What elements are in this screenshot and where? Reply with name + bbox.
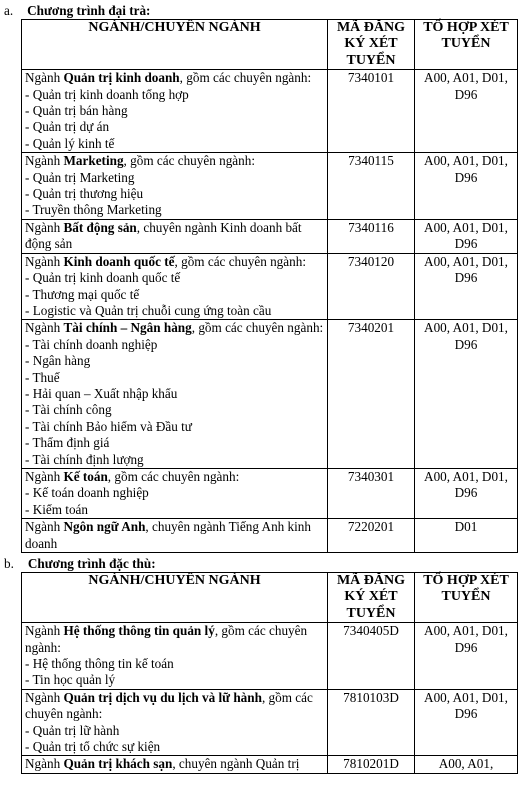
major-cell <box>22 623 328 690</box>
subject-combination: A00, A01, D01, D96 <box>415 623 518 690</box>
major-suffix: , chuyên ngành Tiếng Anh kinh doanh <box>25 519 311 551</box>
section-b-marker: b. <box>4 556 14 571</box>
section-b-title: Chương trình đặc thù: <box>27 556 156 571</box>
section-a-marker: a. <box>4 3 14 18</box>
admission-code: 7340120 <box>328 253 415 320</box>
major-name: Marketing <box>63 153 124 169</box>
major-suffix: , gồm các chuyên ngành: <box>191 320 324 336</box>
major-suffix: , gồm các chuyên ngành: <box>107 468 240 484</box>
section-a-heading <box>4 3 150 19</box>
major-name: Quản trị dịch vụ du lịch và lữ hành <box>63 689 262 705</box>
admission-code: 7340201 <box>328 320 415 469</box>
specialization-item: - Tin học quản lý <box>25 672 116 688</box>
major-cell <box>22 519 328 553</box>
admission-code: 7810201D <box>328 756 415 773</box>
specialization-item: - Quản lý kinh tế <box>25 135 115 151</box>
section-a-title: Chương trình đại trà: <box>27 3 151 18</box>
admission-code: 7810103D <box>328 689 415 756</box>
major-suffix: , gồm các chuyên ngành: <box>25 689 313 722</box>
specialization-item: - Tài chính công <box>25 402 112 418</box>
table-row <box>22 756 518 773</box>
table-row <box>22 519 518 553</box>
admission-code: 7340101 <box>328 70 415 153</box>
major-suffix: , gồm các chuyên ngành: <box>179 70 312 86</box>
major-prefix: Ngành <box>25 320 64 336</box>
specialization-item: - Kế toán doanh nghiệp <box>25 485 149 501</box>
subject-combination: A00, A01, D01, D96 <box>415 153 518 220</box>
major-prefix: Ngành <box>25 689 64 705</box>
major-cell <box>22 756 328 773</box>
table-row <box>22 320 518 469</box>
specialization-item: - Kiểm toán <box>25 501 88 517</box>
subject-combination: A00, A01, D01, D96 <box>415 70 518 153</box>
specialization-item: - Hệ thống thông tin kế toán <box>25 656 174 672</box>
major-name: Hệ thống thông tin quản lý <box>63 623 215 639</box>
major-cell <box>22 320 328 469</box>
major-name: Kinh doanh quốc tế <box>63 253 175 269</box>
header-major: NGÀNH/CHUYÊN NGÀNH <box>22 573 328 623</box>
major-prefix: Ngành <box>25 756 64 772</box>
specialization-item: - Tài chính doanh nghiệp <box>25 336 158 352</box>
major-name: Tài chính – Ngân hàng <box>63 320 192 336</box>
subject-combination: A00, A01, D01, D96 <box>415 689 518 756</box>
major-name: Bất động sản <box>63 219 137 235</box>
subject-combination: A00, A01, D01, D96 <box>415 253 518 320</box>
header-major: NGÀNH/CHUYÊN NGÀNH <box>22 20 328 70</box>
major-name: Ngôn ngữ Anh <box>63 519 146 535</box>
table-row <box>22 623 518 690</box>
major-suffix: , gồm các chuyên ngành: <box>174 253 306 269</box>
specialization-item: - Thuế <box>25 369 60 385</box>
admission-code: 7340116 <box>328 219 415 253</box>
major-suffix: , gồm các chuyên ngành: <box>123 153 256 169</box>
subject-combination: D01 <box>415 519 518 553</box>
major-prefix: Ngành <box>25 70 64 86</box>
specialization-item: - Thương mại quốc tế <box>25 286 140 302</box>
major-prefix: Ngành <box>25 153 64 169</box>
admission-code: 7340405D <box>328 623 415 690</box>
table-row <box>22 689 518 756</box>
major-prefix: Ngành <box>25 219 64 235</box>
table-row <box>22 468 518 518</box>
regular-program-table <box>21 19 518 553</box>
specialization-item: - Quản trị dự án <box>25 119 110 135</box>
header-combo: TỔ HỢP XÉT TUYỂN <box>415 573 518 623</box>
subject-combination: A00, A01, D01, D96 <box>415 219 518 253</box>
specialization-item: - Ngân hàng <box>25 353 91 369</box>
major-suffix: , chuyên ngành Kinh doanh bất động sản <box>25 219 302 252</box>
header-code: MÃ ĐĂNG KÝ XÉT TUYỂN <box>328 573 415 623</box>
major-prefix: Ngành <box>25 519 64 535</box>
major-cell <box>22 70 328 153</box>
specialization-item: - Quản trị bán hàng <box>25 103 128 119</box>
table-row <box>22 219 518 253</box>
major-suffix: , chuyên ngành Quản trị <box>172 756 300 772</box>
specialization-item: - Quản trị kinh doanh tổng hợp <box>25 86 189 102</box>
admission-code: 7340115 <box>328 153 415 220</box>
specialization-item: - Tài chính Bảo hiểm và Đầu tư <box>25 418 192 434</box>
major-cell <box>22 253 328 320</box>
subject-combination: A00, A01, <box>415 756 518 773</box>
specialization-item: - Quản trị tổ chức sự kiện <box>25 739 161 755</box>
major-cell <box>22 689 328 756</box>
specialization-item: - Logistic và Quản trị chuỗi cung ứng toàn cầu <box>25 302 272 318</box>
specialization-item: - Hải quan – Xuất nhập khẩu <box>25 385 178 401</box>
subject-combination: A00, A01, D01, D96 <box>415 320 518 469</box>
major-name: Quản trị kinh doanh <box>63 70 180 86</box>
table-row <box>22 70 518 153</box>
specialization-item: - Tài chính định lượng <box>25 451 144 467</box>
major-name: Quản trị khách sạn <box>63 756 173 772</box>
specialization-item: - Quản trị thương hiệu <box>25 186 144 202</box>
section-b-heading <box>4 556 156 572</box>
specialization-item: - Quản trị Marketing <box>25 169 135 185</box>
major-suffix: , gồm các chuyên ngành: <box>25 623 308 655</box>
major-prefix: Ngành <box>25 623 64 639</box>
specialization-item: - Truyền thông Marketing <box>25 202 162 218</box>
header-code: MÃ ĐĂNG KÝ XÉT TUYỂN <box>328 20 415 70</box>
specialization-item: - Thẩm định giá <box>25 435 110 451</box>
subject-combination: A00, A01, D01, D96 <box>415 468 518 518</box>
major-cell <box>22 153 328 220</box>
major-prefix: Ngành <box>25 253 64 269</box>
table-row <box>22 253 518 320</box>
major-name: Kế toán <box>63 468 108 484</box>
specialization-item: - Quản trị lữ hành <box>25 722 120 738</box>
specialization-item: - Quản trị kinh doanh quốc tế <box>25 270 181 286</box>
admission-code: 7340301 <box>328 468 415 518</box>
header-combo: TỔ HỢP XÉT TUYỂN <box>415 20 518 70</box>
special-program-table <box>21 572 518 774</box>
table-row <box>22 153 518 220</box>
major-cell <box>22 219 328 253</box>
major-prefix: Ngành <box>25 468 64 484</box>
major-cell <box>22 468 328 518</box>
admission-code: 7220201 <box>328 519 415 553</box>
